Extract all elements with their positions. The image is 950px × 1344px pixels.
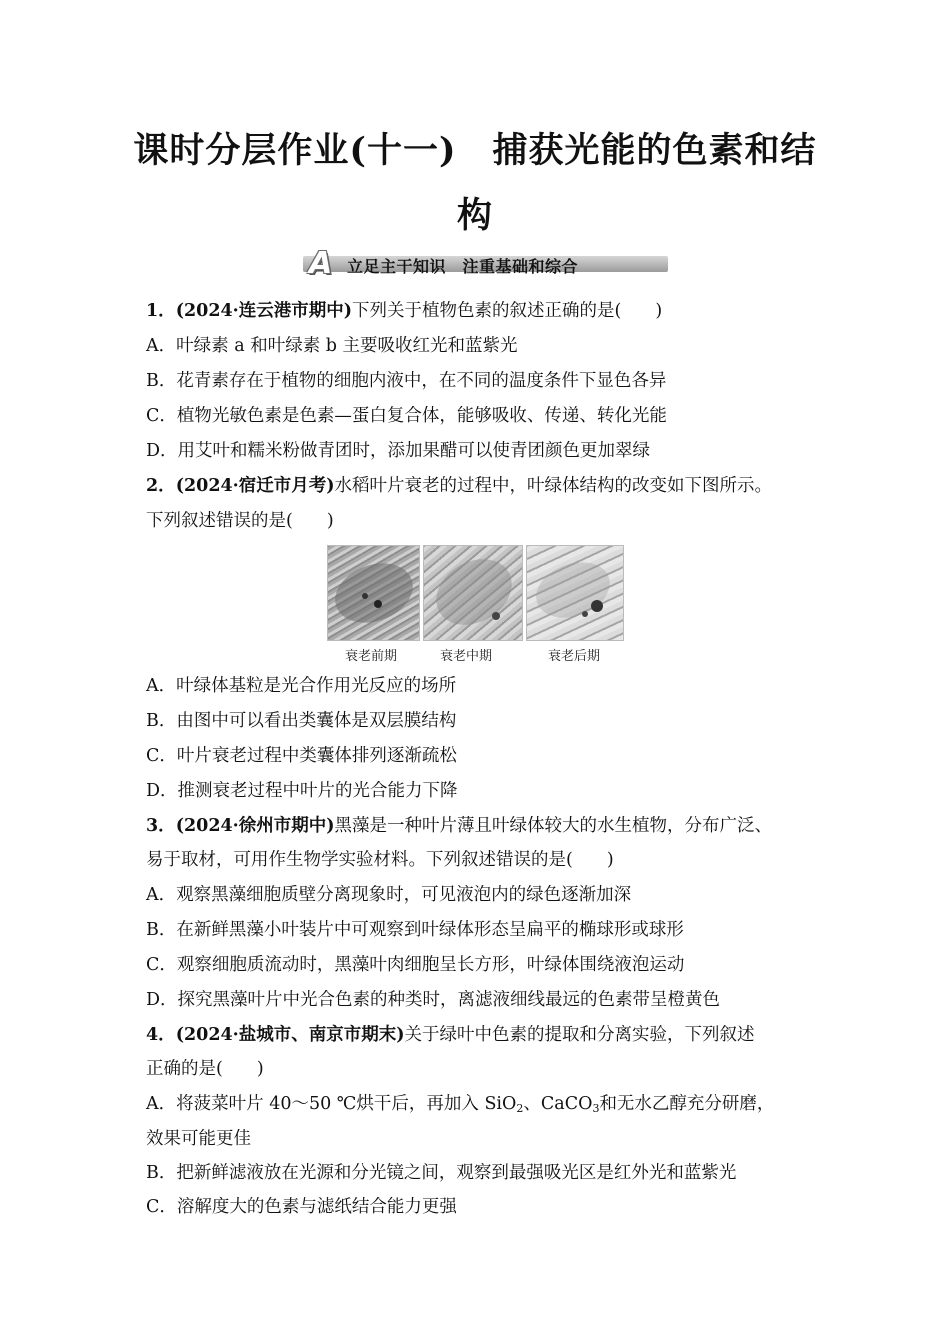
subscript: 2 <box>516 1102 524 1115</box>
question-source: (2024·徐州市期中) <box>175 816 335 836</box>
micrograph-early-senescence <box>327 545 420 641</box>
question-stem-close: ) <box>326 511 334 531</box>
question-stem-close: ) <box>606 850 614 870</box>
question-3-option-d: D．探究黑藻叶片中光合色素的种类时，离滤液细线最远的色素带呈橙黄色 <box>146 990 721 1010</box>
question-4-stem <box>146 1024 755 1046</box>
micrograph-late-drawing <box>527 546 623 640</box>
question-number: 1． <box>146 301 176 321</box>
question-number: 2． <box>146 476 176 496</box>
question-3-option-b: B．在新鲜黑藻小叶装片中可观察到叶绿体形态呈扁平的椭球形或球形 <box>146 920 684 940</box>
micrograph-late-senescence <box>526 545 624 641</box>
question-source: (2024·盐城市、南京市期末) <box>175 1025 405 1045</box>
question-4-option-a <box>146 1093 774 1115</box>
question-2-option-c: C．叶片衰老过程中类囊体排列逐渐疏松 <box>146 746 457 766</box>
option-text: 、CaCO <box>523 1094 593 1114</box>
caption-mid: 衰老中期 <box>440 649 493 664</box>
question-3-stem <box>146 815 772 837</box>
question-3-stem-line-2 <box>146 849 614 871</box>
caption-late: 衰老后期 <box>548 649 601 664</box>
question-stem-text: 水稻叶片衰老的过程中，叶绿体结构的改变如下图所示。 <box>334 476 773 496</box>
section-letter-badge: A <box>309 246 333 281</box>
question-stem-text: 黑藻是一种叶片薄且叶绿体较大的水生植物，分布广泛、 <box>334 816 773 836</box>
question-stem-close: ) <box>655 301 663 321</box>
question-3-option-a: A．观察黑藻细胞质壁分离现象时，可见液泡内的绿色逐渐加深 <box>146 885 632 905</box>
question-stem-text: 关于绿叶中色素的提取和分离实验，下列叙述 <box>404 1025 755 1045</box>
question-4-option-b: B．把新鲜滤液放在光源和分光镜之间，观察到最强吸光区是红外光和蓝紫光 <box>146 1163 737 1183</box>
option-text: A．将菠菜叶片 40～50 ℃烘干后，再加入 SiO <box>146 1094 517 1114</box>
question-2-option-a: A．叶绿体基粒是光合作用光反应的场所 <box>146 676 457 696</box>
question-stem-text: 下列叙述错误的是( <box>146 511 293 531</box>
question-stem-text: 易于取材，可用作生物学实验材料。下列叙述错误的是( <box>146 850 573 870</box>
micrograph-mid-drawing <box>424 546 522 640</box>
page-title-line-2: 构 <box>456 195 493 236</box>
question-1-option-b: B．花青素存在于植物的细胞内液中，在不同的温度条件下显色各异 <box>146 371 667 391</box>
question-1-option-d: D．用艾叶和糯米粉做青团时，添加果醋可以使青团颜色更加翠绿 <box>146 441 651 461</box>
question-3-option-c: C．观察细胞质流动时，黑藻叶肉细胞呈长方形，叶绿体围绕液泡运动 <box>146 955 685 975</box>
chloroplast-micrograph-figure <box>327 545 623 663</box>
subscript: 3 <box>592 1102 600 1115</box>
question-4-stem-line-2 <box>146 1058 264 1080</box>
question-1-stem <box>146 300 662 322</box>
question-source: (2024·宿迁市月考) <box>175 476 335 496</box>
option-text: 和无水乙醇充分研磨， <box>599 1094 775 1114</box>
caption-early: 衰老前期 <box>345 649 398 664</box>
question-1-option-c: C．植物光敏色素是色素—蛋白复合体，能够吸收、传递、转化光能 <box>146 406 667 426</box>
section-heading: 立足主干知识 注重基础和综合 <box>347 257 579 276</box>
question-2-stem <box>146 475 772 497</box>
question-stem-text: 下列关于植物色素的叙述正确的是( <box>352 301 622 321</box>
question-2-stem-line-2 <box>146 510 334 532</box>
question-4-option-c: C．溶解度大的色素与滤纸结合能力更强 <box>146 1197 457 1217</box>
question-source: (2024·连云港市期中) <box>175 301 353 321</box>
question-number: 3． <box>146 816 176 836</box>
micrograph-early-drawing <box>328 546 419 640</box>
question-2-option-b: B．由图中可以看出类囊体是双层膜结构 <box>146 711 457 731</box>
question-4-option-a-line-2: 效果可能更佳 <box>146 1129 251 1149</box>
question-stem-close: ) <box>256 1059 264 1079</box>
section-banner <box>283 246 668 281</box>
page-title-line-1 <box>0 123 950 173</box>
micrograph-mid-senescence <box>423 545 523 641</box>
question-stem-text: 正确的是( <box>146 1059 223 1079</box>
question-2-option-d: D．推测衰老过程中叶片的光合能力下降 <box>146 781 458 801</box>
title-part-1: 课时分层作业(十一) <box>133 130 457 171</box>
question-number: 4． <box>146 1025 176 1045</box>
title-part-2: 捕获光能的色素和结 <box>492 130 817 171</box>
question-1-option-a: A．叶绿素 a 和叶绿素 b 主要吸收红光和蓝紫光 <box>146 336 518 356</box>
